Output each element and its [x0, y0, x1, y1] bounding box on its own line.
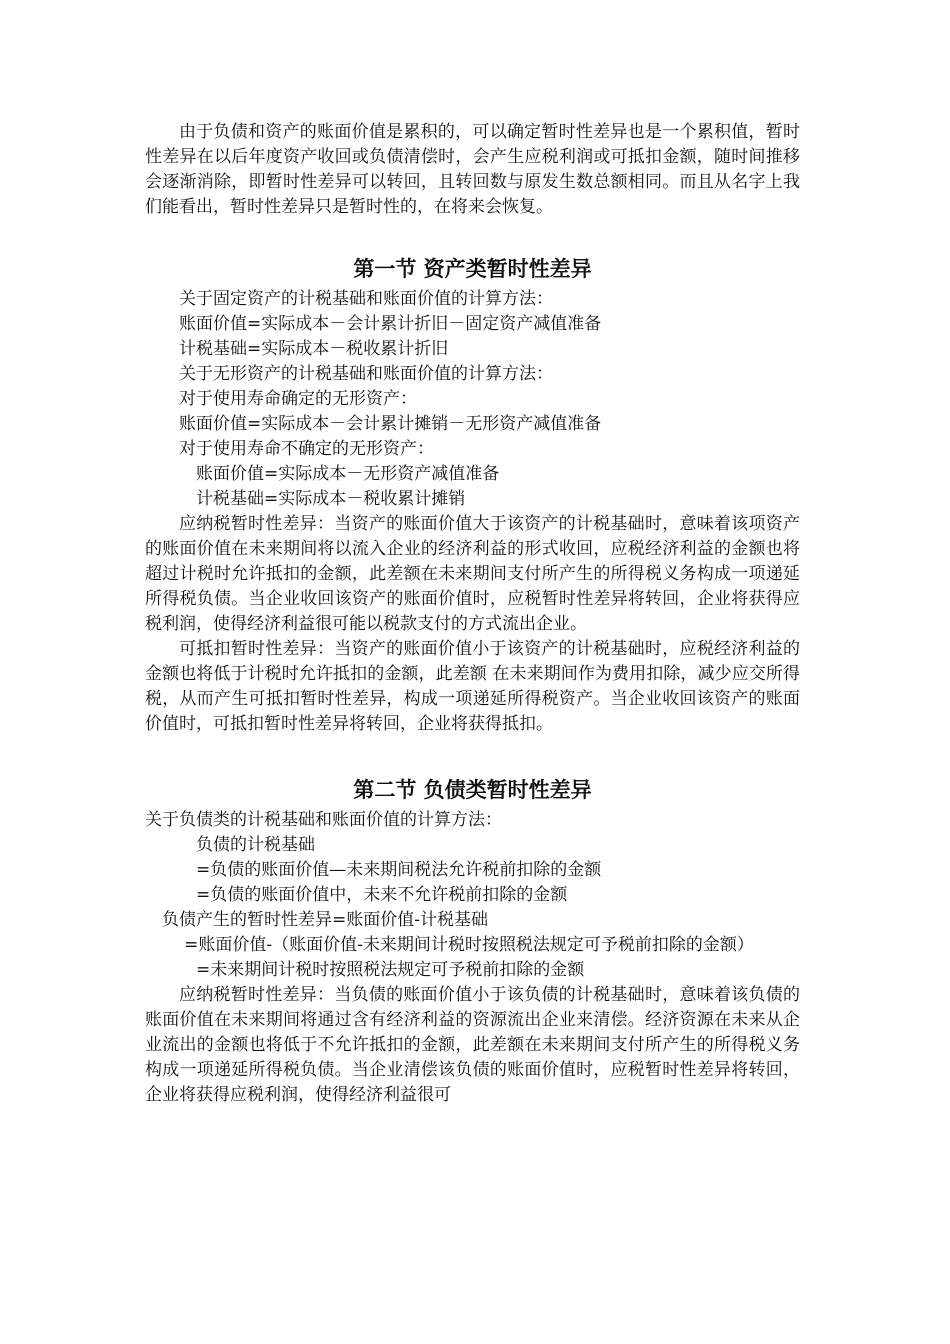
section2-title: 第二节 负债类暂时性差异 — [353, 778, 592, 802]
liability-difference-label: 负债产生的暂时性差异=账面价值-计税基础 — [162, 910, 488, 930]
liability-tax-base-equation-2: =负债的账面价值中，未来不允许税前扣除的金额 — [196, 885, 568, 905]
finite-life-book-value-formula: 账面价值=实际成本－会计累计摊销－无形资产减值准备 — [179, 414, 602, 434]
indefinite-life-tax-base-formula: 计税基础=实际成本－税收累计摊销 — [196, 489, 466, 509]
asset-taxable-difference-paragraph: 应纳税暂时性差异：当资产的账面价值大于该资产的计税基础时，意味着该项资产的账面价值在未来期间将以流入企业的经济利益的形式收回，应税经济利益的金额也将超过计税时允许抵扣的金额，此差额在未来期间支付所产生的所得税义务构成一项递延所得税负债。当企业收回该资产的账面价值时，应税暂时性差异将转回，企业将获得应税利润，使得经济利益很可能以税款支付的方式流出企业。 — [145, 514, 800, 634]
fixed-asset-book-value-formula: 账面价值=实际成本－会计累计折旧－固定资产减值准备 — [179, 314, 602, 334]
section1-title: 第一节 资产类暂时性差异 — [353, 257, 592, 281]
intro-paragraph: 由于负债和资产的账面价值是累积的，可以确定暂时性差异也是一个累积值，暂时性差异在以后年度资产收回或负债清偿时，会产生应税利润或可抵扣金额，随时间推移会逐渐消除，即暂时性差异可以转回，且转回数与原发生数总额相同。而且从名字上我们能看出，暂时性差异只是暂时性的，在将来会恢复。 — [145, 122, 800, 217]
liability-method-heading: 关于负债类的计税基础和账面价值的计算方法： — [145, 810, 502, 830]
fixed-asset-method-heading: 关于固定资产的计税基础和账面价值的计算方法： — [179, 289, 553, 309]
liability-taxable-difference-paragraph: 应纳税暂时性差异：当负债的账面价值小于该负债的计税基础时，意味着该负债的账面价值在未来期间将通过含有经济利益的资源流出企业来清偿。经济资源在未来从企业流出的金额也将低于不允许抵扣的金额，此差额在未来期间支付所产生的所得税义务构成一项递延所得税负债。当企业清偿该负债的账面价值时，应税暂时性差异将转回，企业将获得应税利润，使得经济利益很可 — [145, 985, 800, 1105]
liability-tax-base-label: 负债的计税基础 — [196, 835, 315, 855]
asset-deductible-difference-paragraph: 可抵扣暂时性差异：当资产的账面价值小于该资产的计税基础时，应税经济利益的金额也将低于计税时允许抵扣的金额，此差额 在未来期间作为费用扣除，减少应交所得税，从而产生可抵扣暂时性差异，构成一项递延所得税资产。当企业收回该资产的账面价值时，可抵扣暂时性差异将转回，企业将获得抵扣。 — [145, 639, 800, 734]
liability-tax-base-equation-1: =负债的账面价值—未来期间税法允许税前扣除的金额 — [196, 860, 602, 880]
liability-difference-equation-1: =账面价值-（账面价值-未来期间计税时按照税法规定可予税前扣除的金额） — [184, 935, 754, 955]
indefinite-life-intangible-heading: 对于使用寿命不确定的无形资产： — [179, 439, 434, 459]
liability-difference-equation-2: =未来期间计税时按照税法规定可予税前扣除的金额 — [196, 960, 585, 980]
document-page — [145, 120, 800, 1108]
finite-life-intangible-heading: 对于使用寿命确定的无形资产： — [179, 389, 417, 409]
intangible-asset-method-heading: 关于无形资产的计税基础和账面价值的计算方法： — [179, 364, 553, 384]
indefinite-life-book-value-formula: 账面价值=实际成本－无形资产减值准备 — [196, 464, 500, 484]
fixed-asset-tax-base-formula: 计税基础=实际成本－税收累计折旧 — [179, 339, 449, 359]
